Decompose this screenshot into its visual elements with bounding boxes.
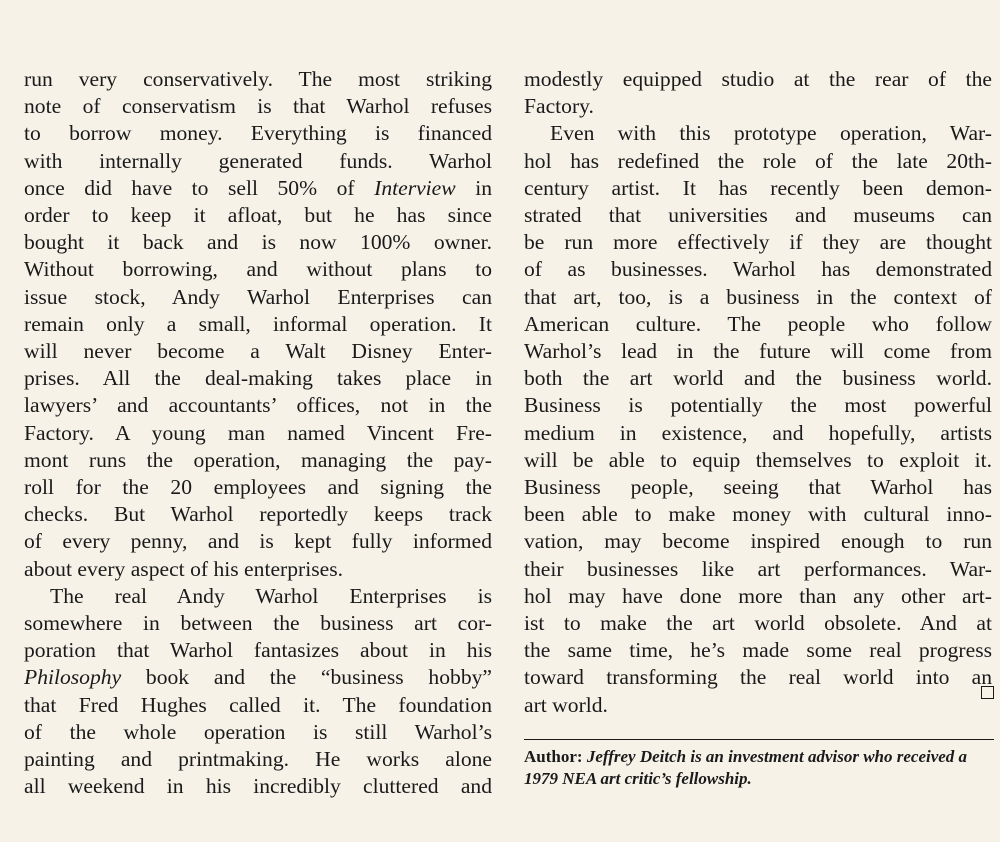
text-line: strated that universities and museums can xyxy=(524,203,992,228)
text-line xyxy=(24,175,492,202)
text-line: order to keep it afloat, but he has since xyxy=(24,203,492,228)
author-bio: Jeffrey Deitch is an investment advisor who received a 1979 NEA art critic’s fellowship. xyxy=(524,747,968,788)
text-line: been able to make money with cultural inno- xyxy=(524,502,992,527)
text-fragment: in xyxy=(455,175,492,200)
text-fragment: book and the “business hobby” xyxy=(121,665,492,690)
text-line: that Fred Hughes called it. The foundation xyxy=(24,692,492,717)
text-line: bought it back and is now 100% owner. xyxy=(24,230,492,255)
text-line: of as businesses. Warhol has demonstrated xyxy=(524,257,992,282)
text-line: note of conservatism is that Warhol refuses xyxy=(24,94,492,119)
text-line xyxy=(24,664,492,691)
text-line: somewhere in between the business art cor- xyxy=(24,611,492,636)
text-line: issue stock, Andy Warhol Enterprises can xyxy=(24,284,492,309)
text-line: lawyers’ and accountants’ offices, not in the xyxy=(24,393,492,418)
text-line: prises. All the deal-making takes place in xyxy=(24,366,492,391)
text-line: to borrow money. Everything is financed xyxy=(24,121,492,146)
text-line: Business is potentially the most powerful xyxy=(524,393,992,418)
divider-rule xyxy=(524,739,994,740)
text-line: medium in existence, and hopefully, artists xyxy=(524,420,992,445)
text-line: be run more effectively if they are thought xyxy=(524,230,992,255)
text-line: The real Andy Warhol Enterprises is xyxy=(50,583,492,608)
right-column xyxy=(524,66,992,719)
text-line: Even with this prototype operation, War- xyxy=(550,121,992,146)
magazine-title-interview: Interview xyxy=(374,175,456,200)
book-title-philosophy: Philosophy xyxy=(24,665,122,690)
text-line: mont runs the operation, managing the pay- xyxy=(24,447,492,472)
text-line: checks. But Warhol reportedly keeps track xyxy=(24,502,492,527)
text-line: vation, may become inspired enough to run xyxy=(524,529,992,554)
text-line: Business people, seeing that Warhol has xyxy=(524,475,992,500)
text-line: of every penny, and is kept fully informed xyxy=(24,529,492,554)
text-line: poration that Warhol fantasizes about in his xyxy=(24,638,492,663)
text-line: that art, too, is a business in the context of xyxy=(524,284,992,309)
text-line: toward transforming the real world into an xyxy=(524,665,992,690)
author-label: Author: xyxy=(524,747,587,766)
text-line: both the art world and the business world. xyxy=(524,366,992,391)
end-of-article-square-icon xyxy=(981,686,994,699)
text-line: remain only a small, informal operation. It xyxy=(24,311,492,336)
text-line: Without borrowing, and without plans to xyxy=(24,257,492,282)
text-line: about every aspect of his enterprises. xyxy=(24,556,343,581)
text-line: the same time, he’s made some real progress xyxy=(524,638,992,663)
text-line: art world. xyxy=(524,692,608,717)
text-line: hol may have done more than any other art- xyxy=(524,583,992,608)
text-fragment: once did have to sell 50% of xyxy=(24,175,375,200)
text-line: roll for the 20 employees and signing the xyxy=(24,475,492,500)
text-line: painting and printmaking. He works alone xyxy=(24,747,492,772)
text-line: all weekend in his incredibly cluttered and xyxy=(24,774,492,799)
text-line: hol has redefined the role of the late 20th- xyxy=(524,148,992,173)
text-line: their businesses like art performances. War- xyxy=(524,556,992,581)
left-column xyxy=(24,66,492,800)
text-line: will be able to equip themselves to exploit it. xyxy=(524,447,992,472)
text-line: modestly equipped studio at the rear of the xyxy=(524,67,992,91)
text-line: Factory. xyxy=(524,94,594,119)
text-line: will never become a Walt Disney Enter- xyxy=(24,339,492,364)
text-line: Factory. A young man named Vincent Fre- xyxy=(24,420,492,445)
text-line: century artist. It has recently been demon- xyxy=(524,175,992,200)
text-line: with internally generated funds. Warhol xyxy=(24,148,492,173)
author-note xyxy=(524,746,994,790)
text-line: run very conservatively. The most striking xyxy=(24,67,492,91)
text-line: of the whole operation is still Warhol’s xyxy=(24,719,492,744)
text-line: ist to make the art world obsolete. And at xyxy=(524,611,992,636)
text-line: Warhol’s lead in the future will come from xyxy=(524,339,992,364)
text-line: American culture. The people who follow xyxy=(524,311,992,336)
